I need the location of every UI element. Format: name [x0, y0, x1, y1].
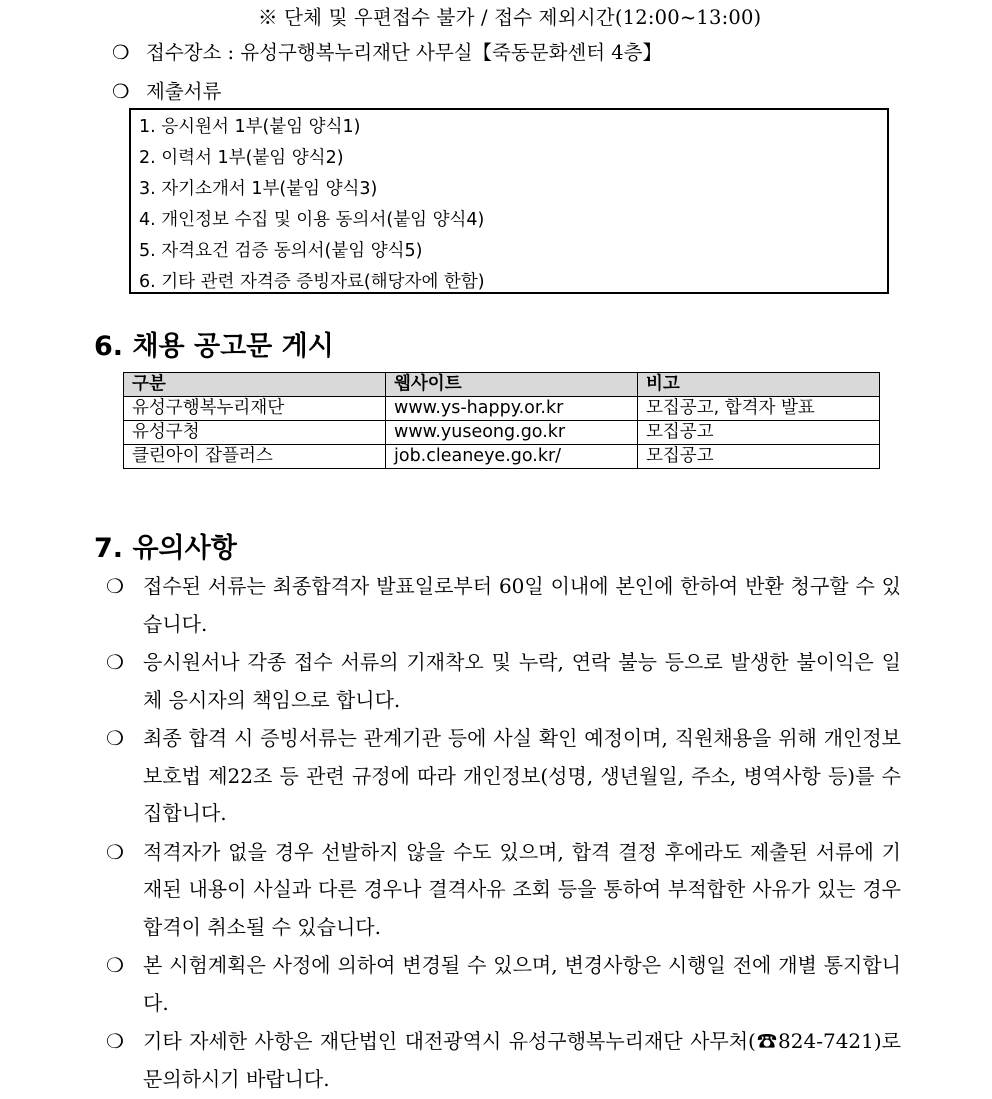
note-item	[106, 568, 901, 643]
documents-label-line	[112, 76, 221, 104]
notes-list	[106, 568, 901, 1099]
table-header-row	[124, 373, 880, 397]
document-item: 1. 응시원서 1부(붙임 양식1)	[139, 117, 361, 137]
note-text: 본 시험계획은 사정에 의하여 변경될 수 있으며, 변경사항은 시행일 전에 개별 통지합니다.	[143, 953, 901, 1015]
note-item	[106, 1023, 901, 1098]
table-cell: 모집공고	[638, 445, 880, 469]
notice-text: ※ 단체 및 우편접수 불가 / 접수 제외시간(12:00~13:00)	[258, 6, 762, 29]
note-text: 최종 합격 시 증빙서류는 관계기관 등에 사실 확인 예정이며, 직원채용을 위해 개인정보보호법 제22조 등 관련 규정에 따라 개인정보(성명, 생년월일, 주소, 병역사항 등)를 수집합니다.	[143, 726, 901, 825]
table-row	[124, 421, 880, 445]
table-cell: 유성구청	[124, 421, 386, 445]
document-item: 4. 개인정보 수집 및 이용 동의서(붙임 양식4)	[139, 210, 485, 230]
table-row	[124, 397, 880, 421]
website-link[interactable]: www.yuseong.go.kr	[386, 421, 638, 445]
table-header: 웹사이트	[386, 373, 638, 397]
website-link[interactable]: www.ys-happy.or.kr	[386, 397, 638, 421]
note-text: 기타 자세한 사항은 재단법인 대전광역시 유성구행복누리재단 사무처(☎824-7421)로 문의하시기 바랍니다.	[143, 1029, 901, 1091]
table-header: 비고	[638, 373, 880, 397]
note-item	[106, 720, 901, 833]
table-cell: 클린아이 잡플러스	[124, 445, 386, 469]
table-cell: 모집공고, 합격자 발표	[638, 397, 880, 421]
circle-bullet-icon: ❍	[106, 650, 124, 674]
note-item	[106, 947, 901, 1022]
table-cell: 모집공고	[638, 421, 880, 445]
section-7-heading: 7. 유의사항	[94, 533, 237, 564]
circle-bullet-icon: ❍	[106, 953, 124, 977]
document-item: 2. 이력서 1부(붙임 양식2)	[139, 148, 344, 168]
reception-place-line	[112, 37, 662, 65]
note-text: 적격자가 없을 경우 선발하지 않을 수도 있으며, 합격 결정 후에라도 제출된 서류에 기재된 내용이 사실과 다른 경우나 결격사유 조회 등을 통하여 부적합한 사유가 있는 경우 합격이 취소될 수 있습니다.	[143, 839, 901, 939]
document-item: 3. 자기소개서 1부(붙임 양식3)	[139, 179, 378, 199]
note-item	[106, 644, 901, 719]
website-link[interactable]: job.cleaneye.go.kr/	[386, 445, 638, 469]
reception-place-text: 접수장소 : 유성구행복누리재단 사무실【죽동문화센터 4층】	[146, 41, 663, 64]
website-table	[123, 372, 880, 469]
circle-bullet-icon: ❍	[106, 839, 124, 864]
section-6-heading: 6. 채용 공고문 게시	[94, 331, 334, 362]
circle-bullet-icon: ❍	[112, 80, 130, 103]
circle-bullet-icon: ❍	[112, 41, 130, 64]
note-text: 접수된 서류는 최종합격자 발표일로부터 60일 이내에 본인에 한하여 반환 청구할 수 있습니다.	[143, 574, 901, 636]
document-item: 5. 자격요건 검증 동의서(붙임 양식5)	[139, 241, 423, 261]
note-item	[106, 834, 901, 947]
circle-bullet-icon: ❍	[106, 574, 124, 598]
documents-label: 제출서류	[146, 80, 222, 103]
documents-box	[129, 108, 889, 294]
circle-bullet-icon: ❍	[106, 1029, 124, 1053]
table-cell: 유성구행복누리재단	[124, 397, 386, 421]
table-row	[124, 445, 880, 469]
table-header: 구분	[124, 373, 386, 397]
document-item: 6. 기타 관련 자격증 증빙자료(해당자에 한함)	[139, 272, 485, 292]
note-text: 응시원서나 각종 접수 서류의 기재착오 및 누락, 연락 불능 등으로 발생한 불이익은 일체 응시자의 책임으로 합니다.	[143, 650, 901, 712]
circle-bullet-icon: ❍	[106, 726, 124, 750]
